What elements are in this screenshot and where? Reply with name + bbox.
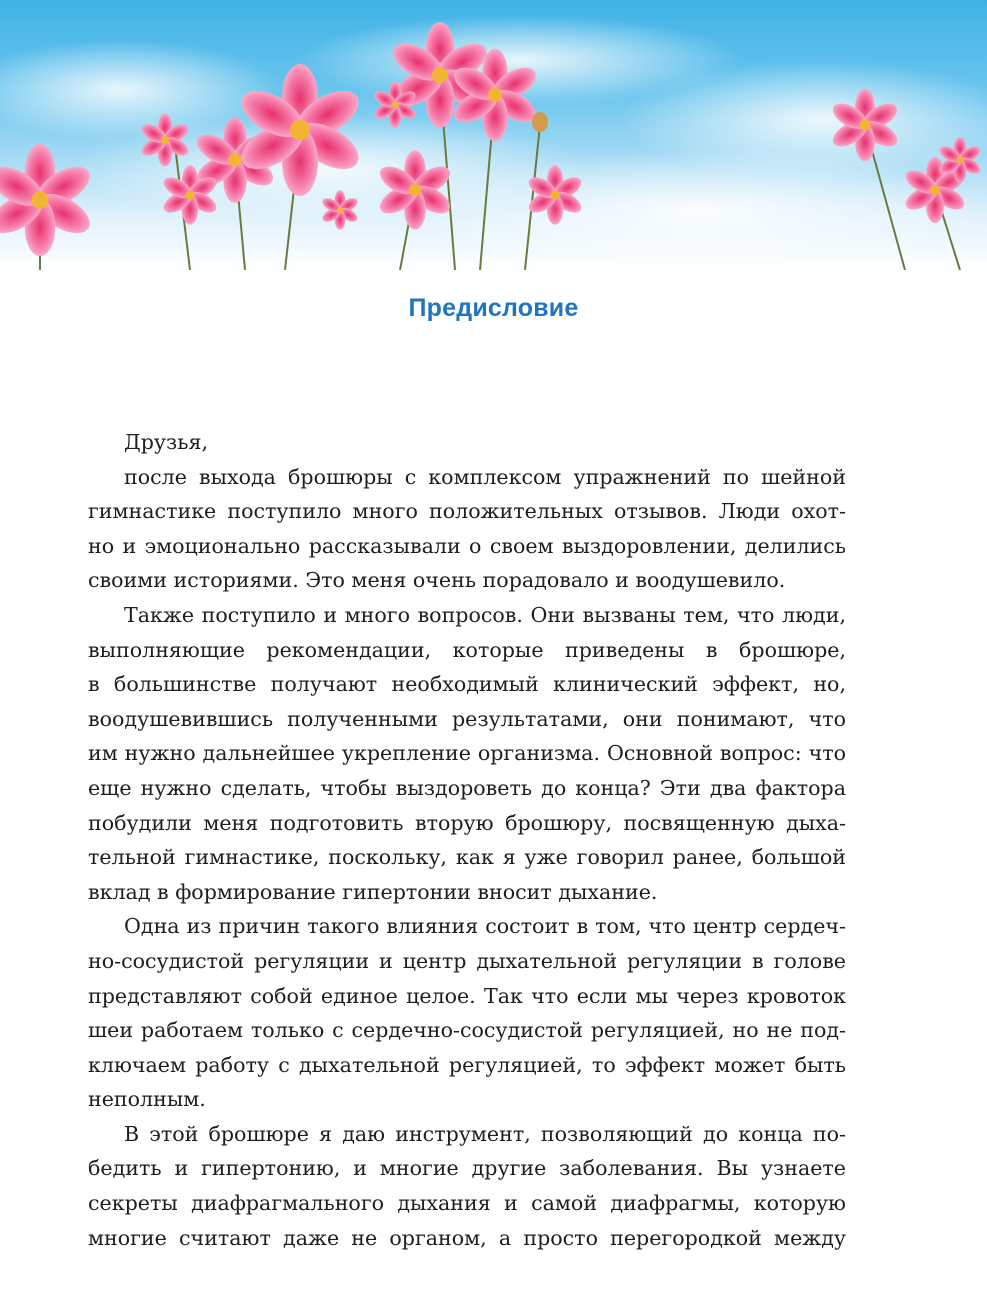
paragraph-line: после выхода брошюры с комплексом упражнений по шейной <box>124 464 846 489</box>
paragraph-line: секреты диафрагмального дыхания и самой диафрагмы, которую <box>88 1191 846 1216</box>
page-title: Предисловие <box>408 294 579 322</box>
paragraph-line: ключаем работу с дыхательной регуляцией, то эффект может быть <box>88 1052 846 1077</box>
paragraph-line: представляют собой единое целое. Так что если мы через кровоток <box>88 983 846 1008</box>
paragraph-line: Друзья, <box>124 430 209 454</box>
paragraph-line: бедить и гипертонию, и многие другие заболевания. Вы узнаете <box>88 1156 846 1181</box>
paragraph-line: побудили меня подготовить вторую брошюру, посвященную дыха- <box>88 810 846 835</box>
header-banner-image <box>0 0 987 270</box>
paragraph-line: еще нужно сделать, чтобы выздороветь до конца? Эти два фактора <box>88 775 846 800</box>
paragraph-line: выполняющие рекомендации, которые приведены в брошюре, <box>88 637 846 662</box>
paragraph-line: неполным. <box>88 1087 206 1112</box>
paragraph-line: Одна из причин такого влияния состоит в том, что центр сердеч- <box>124 914 846 939</box>
paragraph-line: но-сосудистой регуляции и центр дыхательной регуляции в голове <box>88 948 846 973</box>
paragraph-line: им нужно дальнейшее укрепление организма. Основной вопрос: что <box>88 741 846 766</box>
paragraph-line: воодушевившись полученными результатами, они понимают, что <box>88 706 846 731</box>
paragraph-line: тельной гимнастике, поскольку, как я уже говорил ранее, большой <box>88 845 846 870</box>
paragraph-line: своими историями. Это меня очень порадовало и воодушевило. <box>88 568 786 593</box>
paragraph-line: шеи работаем только с сердечно-сосудистой регуляцией, но не под- <box>88 1018 846 1043</box>
paragraph-line: но и эмоционально рассказывали о своем выздоровлении, делились <box>88 533 846 558</box>
body-text <box>88 425 846 1255</box>
paragraph-line: многие считают даже не органом, а просто перегородкой между <box>88 1225 846 1250</box>
paragraph-line: Также поступило и много вопросов. Они вызваны тем, что люди, <box>124 602 846 627</box>
paragraph-line: В этой брошюре я даю инструмент, позволяющий до конца по- <box>124 1121 846 1146</box>
paragraph-line: гимнастике поступило много положительных отзывов. Люди охот- <box>88 499 846 524</box>
paragraph-line: вклад в формирование гипертонии вносит дыхание. <box>88 879 658 904</box>
paragraph-line: в большинстве получают необходимый клинический эффект, но, <box>88 672 846 697</box>
